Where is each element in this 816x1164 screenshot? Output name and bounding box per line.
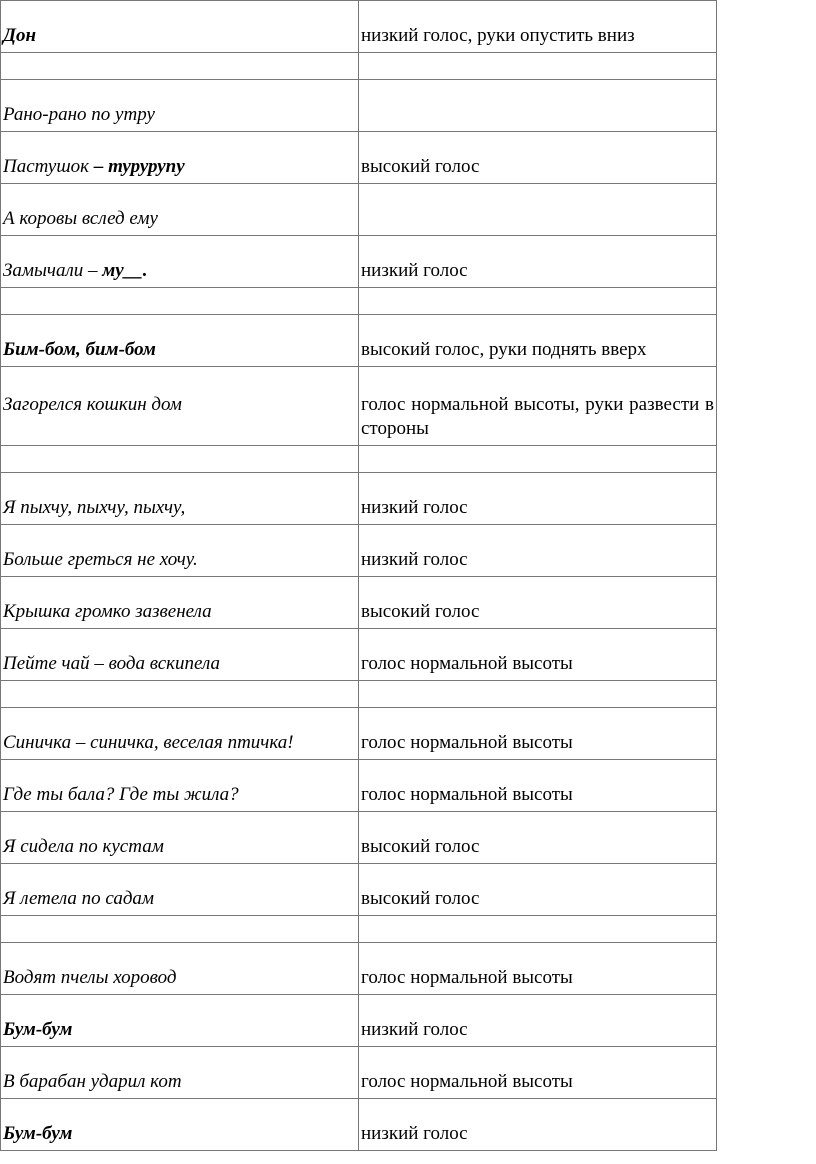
lyric-cell: Загорелся кошкин дом (1, 367, 359, 446)
lyric-cell: Синичка – синичка, веселая птичка! (1, 708, 359, 760)
lyric-cell: Бум-бум (1, 995, 359, 1047)
lyric-cell: А коровы вслед ему (1, 184, 359, 236)
instruction-cell: высокий голос (359, 132, 717, 184)
table-row (1, 132, 717, 184)
table-row (1, 708, 717, 760)
lyric-cell: Дон (1, 1, 359, 53)
spacer-row (1, 446, 717, 473)
table-row (1, 315, 717, 367)
instruction-cell (359, 288, 717, 315)
table-row (1, 1, 717, 53)
instruction-cell: голос нормальной высоты (359, 1047, 717, 1099)
instruction-cell (359, 681, 717, 708)
table-row (1, 812, 717, 864)
lyric-cell: Крышка громко зазвенела (1, 577, 359, 629)
lyric-cell: Пейте чай – вода вскипела (1, 629, 359, 681)
table-row (1, 473, 717, 525)
instruction-cell (359, 80, 717, 132)
lyric-cell: Бум-бум (1, 1099, 359, 1151)
instruction-cell: низкий голос (359, 525, 717, 577)
instruction-cell: высокий голос (359, 812, 717, 864)
lyric-cell: Больше греться не хочу. (1, 525, 359, 577)
instruction-cell: высокий голос, руки поднять вверх (359, 315, 717, 367)
table-row (1, 629, 717, 681)
spacer-row (1, 288, 717, 315)
spacer-row (1, 681, 717, 708)
lyric-cell (1, 132, 359, 184)
table-row (1, 864, 717, 916)
table-row (1, 1047, 717, 1099)
instruction-cell: низкий голос (359, 236, 717, 288)
lyric-cell (1, 916, 359, 943)
table-row (1, 184, 717, 236)
table-row (1, 525, 717, 577)
spacer-row (1, 53, 717, 80)
instruction-cell: голос нормальной высоты (359, 943, 717, 995)
lyric-cell: Я сидела по кустам (1, 812, 359, 864)
table-row (1, 80, 717, 132)
lyric-cell (1, 53, 359, 80)
lyric-cell: В барабан ударил кот (1, 1047, 359, 1099)
instruction-cell (359, 916, 717, 943)
instruction-cell: высокий голос (359, 577, 717, 629)
lyric-cell (1, 288, 359, 315)
instruction-cell: голос нормальной высоты, руки развести в стороны (359, 367, 717, 446)
table-row (1, 995, 717, 1047)
instruction-cell: голос нормальной высоты (359, 629, 717, 681)
lyric-cell: Рано-рано по утру (1, 80, 359, 132)
table-row (1, 760, 717, 812)
lyric-cell: Бим-бом, бим-бом (1, 315, 359, 367)
lyric-cell: Я пыхчу, пыхчу, пыхчу, (1, 473, 359, 525)
table-row (1, 943, 717, 995)
instruction-cell: низкий голос (359, 1099, 717, 1151)
table-row (1, 577, 717, 629)
lyric-cell: Я летела по садам (1, 864, 359, 916)
spacer-row (1, 916, 717, 943)
table-row (1, 1099, 717, 1151)
instruction-cell: низкий голос (359, 995, 717, 1047)
instruction-cell: низкий голос (359, 473, 717, 525)
table-row (1, 367, 717, 446)
lyric-cell: Водят пчелы хоровод (1, 943, 359, 995)
lyric-emphasis: му__. (102, 260, 148, 281)
lyric-cell (1, 236, 359, 288)
lyric-text: Пастушок (3, 156, 94, 177)
instruction-cell (359, 446, 717, 473)
instruction-cell (359, 184, 717, 236)
instruction-cell: голос нормальной высоты (359, 708, 717, 760)
instruction-cell: голос нормальной высоты (359, 760, 717, 812)
instruction-cell (359, 53, 717, 80)
lyric-cell (1, 681, 359, 708)
table-row (1, 236, 717, 288)
lyric-text: Замычали – (3, 260, 103, 281)
lyric-cell: Где ты бала? Где ты жила? (1, 760, 359, 812)
instruction-cell: высокий голос (359, 864, 717, 916)
instruction-cell: низкий голос, руки опустить вниз (359, 1, 717, 53)
lyric-emphasis: – турурупу (93, 156, 185, 177)
lyric-cell (1, 446, 359, 473)
